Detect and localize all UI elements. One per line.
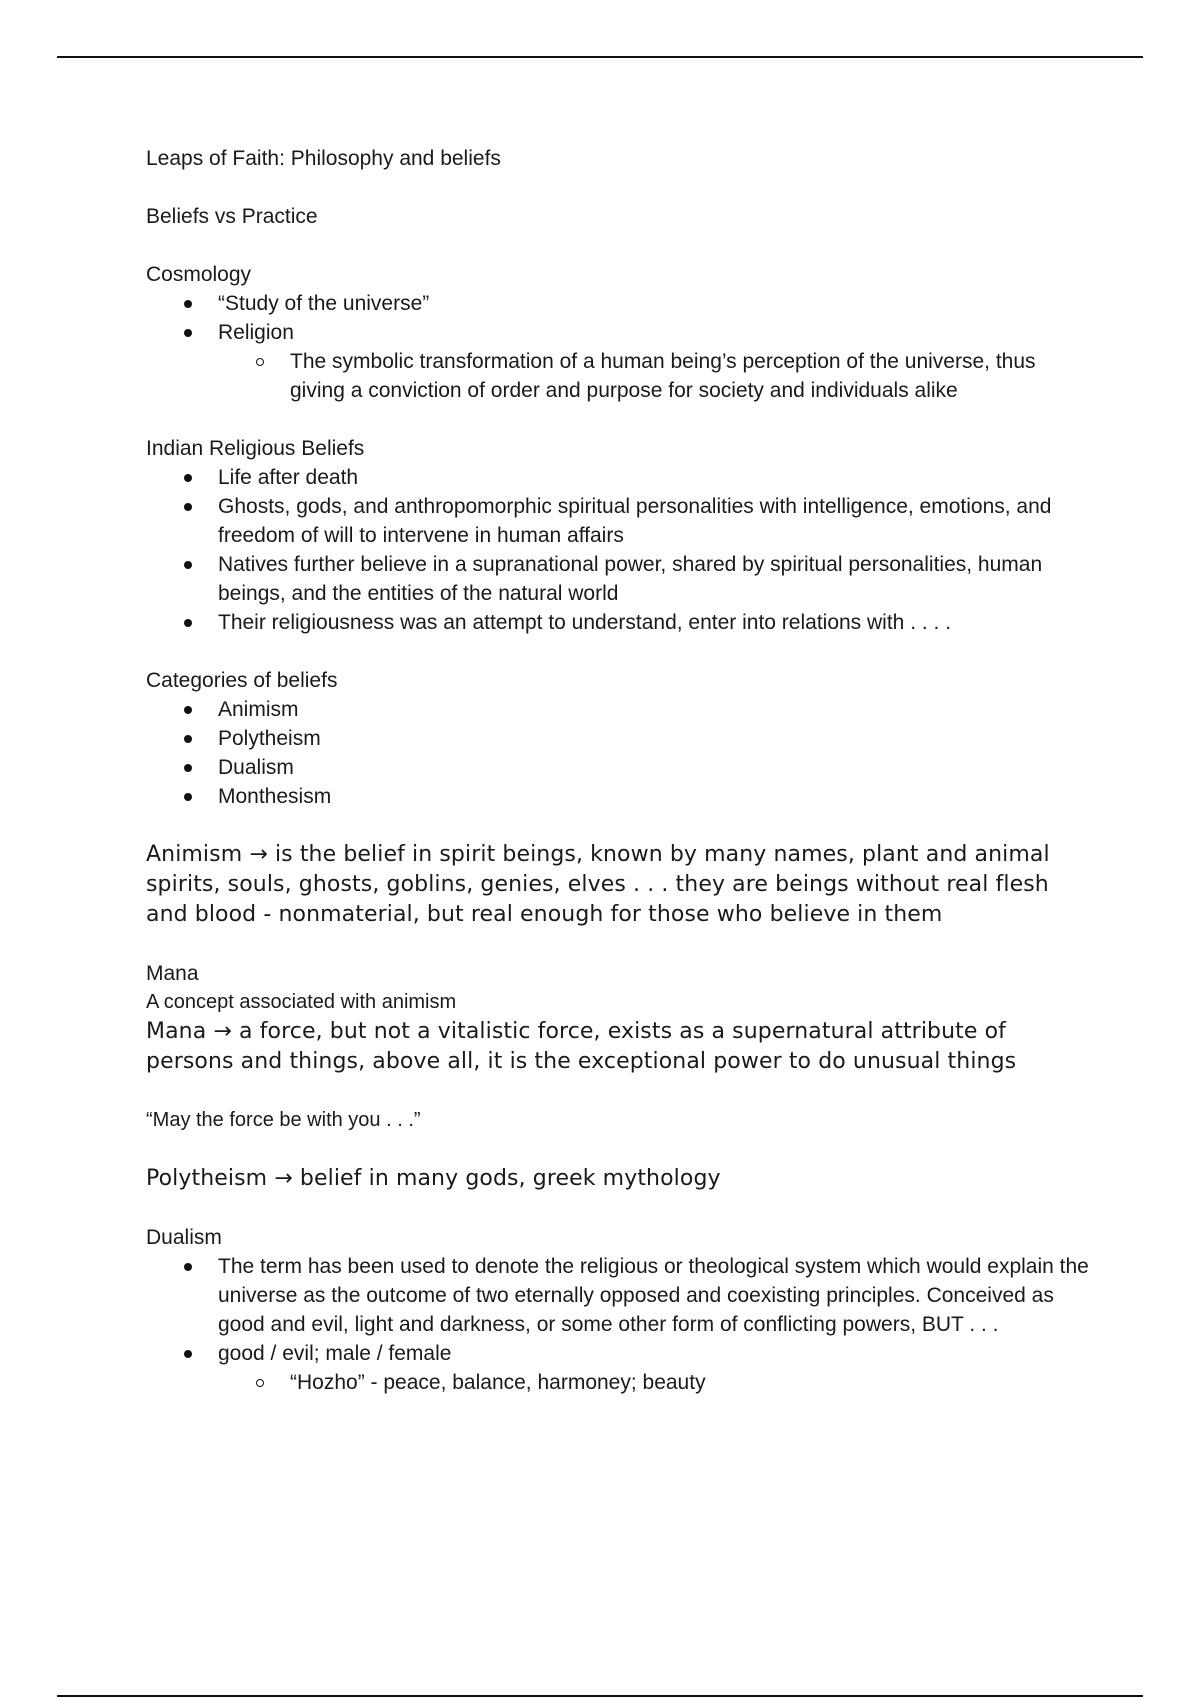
dualism-sublist [218,1368,1096,1397]
circle-bullet-icon [256,1379,264,1387]
document-body [146,144,1096,1397]
cosmology-heading: Cosmology [146,263,252,286]
bullet-icon [184,735,192,743]
list-item: “Study of the universe” [146,289,1096,318]
bullet-icon [184,619,192,627]
bottom-rule [57,1695,1143,1697]
force-quote: “May the force be with you . . .” [146,1109,421,1131]
dualism-list [146,1252,1096,1397]
sub-list-item: The symbolic transformation of a human being’s perception of the universe, thus giving a conviction of order and purpose for society and individuals alike [218,347,1096,405]
list-item: The term has been used to denote the religious or theological system which would explain the universe as the outcome of two eternally opposed and coexisting principles. Conceived as good and evil, light and darkness, or some other form of conflicting powers, BUT . . . [146,1252,1096,1339]
list-item: Their religiousness was an attempt to understand, enter into relations with . . . . [146,608,1096,637]
document-title: Leaps of Faith: Philosophy and beliefs [146,147,501,170]
section-subtitle: Beliefs vs Practice [146,205,318,228]
list-item: Life after death [146,463,1096,492]
mana-subheading: A concept associated with animism [146,991,457,1013]
religion-sublist [218,347,1096,405]
bullet-icon [184,1350,192,1358]
dualism-heading: Dualism [146,1226,222,1249]
bullet-icon [184,503,192,511]
mana-heading: Mana [146,962,199,985]
bullet-icon [184,474,192,482]
categories-list [146,695,1096,811]
list-item: Natives further believe in a supranational power, shared by spiritual personalities, human beings, and the entities of the natural world [146,550,1096,608]
categories-heading: Categories of beliefs [146,669,338,692]
indian-beliefs-list [146,463,1096,637]
cosmology-list [146,289,1096,405]
list-item: Polytheism [146,724,1096,753]
list-item: Monthesism [146,782,1096,811]
bullet-icon [184,300,192,308]
bullet-icon [184,706,192,714]
circle-bullet-icon [256,358,264,366]
bullet-icon [184,793,192,801]
polytheism-paragraph: Polytheism → belief in many gods, greek mythology [146,1166,721,1191]
bullet-icon [184,1263,192,1271]
bullet-icon [184,329,192,337]
mana-paragraph: Mana → a force, but not a vitalistic force, exists as a supernatural attribute of persons and things, above all, it is the exceptional power to do unusual things [146,1019,1017,1074]
animism-paragraph: Animism → is the belief in spirit beings, known by many names, plant and animal spirits, souls, ghosts, goblins, genies, elves . . . they are beings without real flesh and blood - nonmaterial, but real enough for those who believe in them [146,842,1057,927]
list-item: good / evil; male / female “Hozho” - peace, balance, harmoney; beauty [146,1339,1096,1397]
list-item: Animism [146,695,1096,724]
sub-list-item: “Hozho” - peace, balance, harmoney; beauty [218,1368,1096,1397]
list-item: Religion The symbolic transformation of a human being’s perception of the universe, thus giving a conviction of order and purpose for society and individuals alike [146,318,1096,405]
list-item: Ghosts, gods, and anthropomorphic spiritual personalities with intelligence, emotions, and freedom of will to intervene in human affairs [146,492,1096,550]
top-rule [57,56,1143,58]
bullet-icon [184,561,192,569]
bullet-icon [184,764,192,772]
indian-beliefs-heading: Indian Religious Beliefs [146,437,365,460]
list-item: Dualism [146,753,1096,782]
